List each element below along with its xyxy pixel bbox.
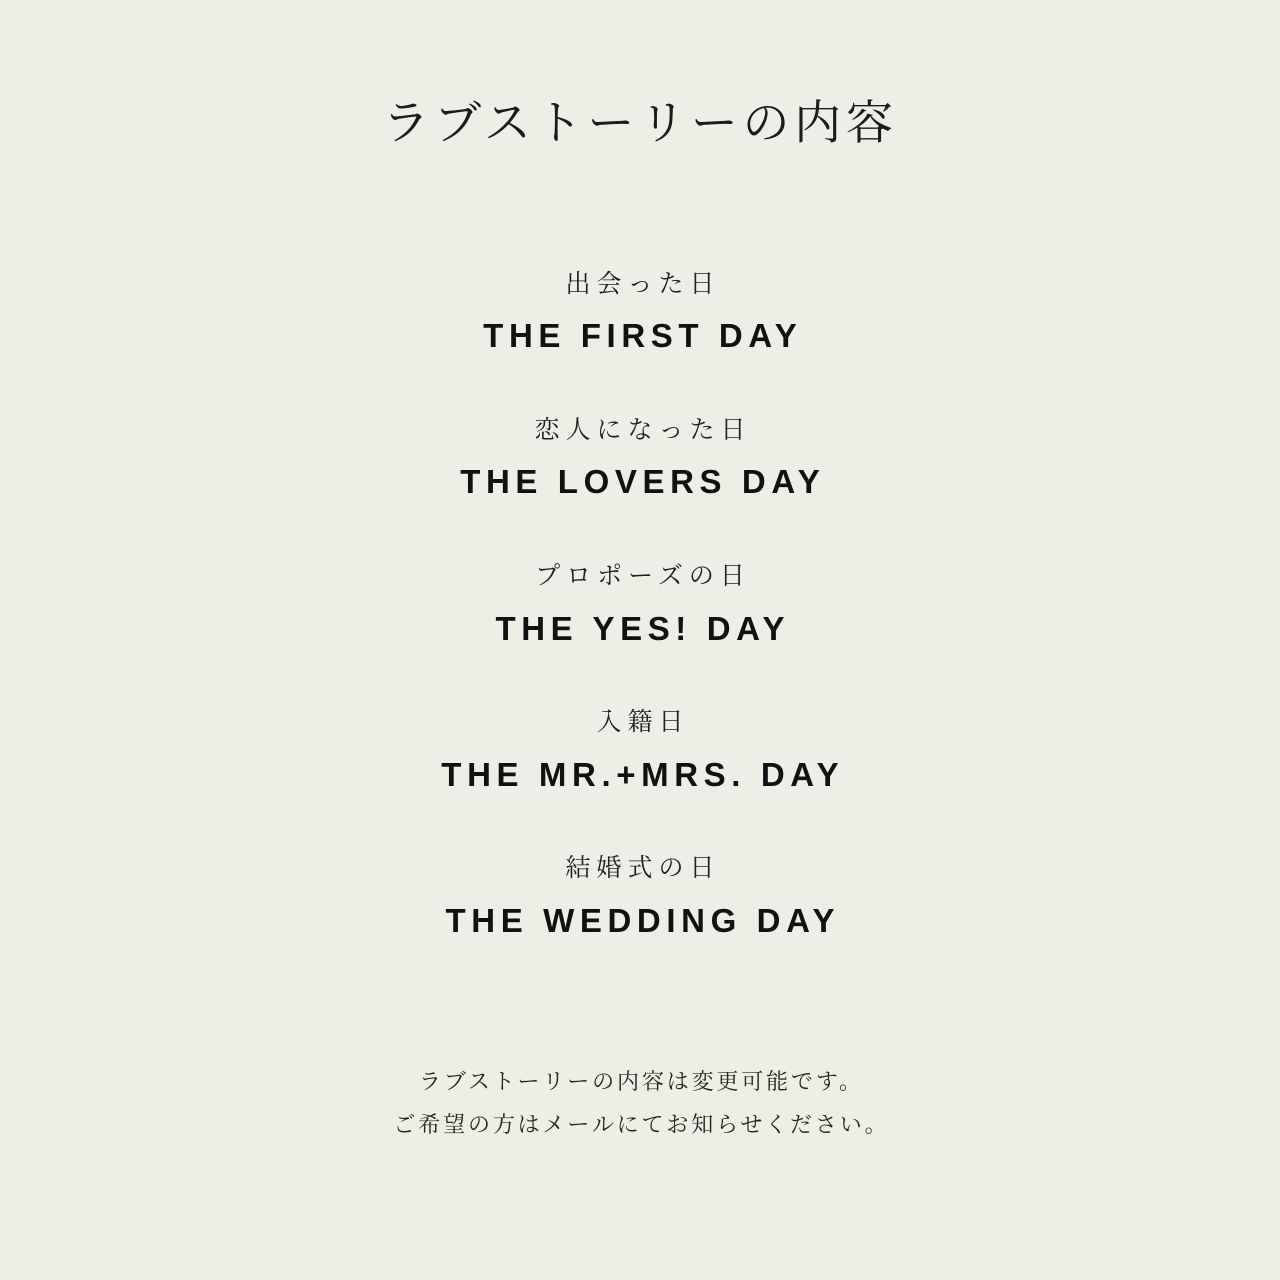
entry-label-en: THE LOVERS DAY — [460, 463, 826, 501]
list-item — [455, 414, 826, 502]
list-item — [478, 268, 803, 356]
list-item — [440, 852, 840, 940]
footer-note-line-2: ご希望の方はメールにてお知らせください。 — [393, 1113, 890, 1139]
entry-label-jp: 入籍日 — [596, 707, 690, 737]
entry-label-en: THE MR.+MRS. DAY — [441, 755, 845, 793]
entry-label-jp: 結婚式の日 — [565, 853, 721, 883]
list-item — [490, 560, 790, 648]
entry-label-jp: 出会った日 — [565, 268, 721, 298]
entry-label-jp: 恋人になった日 — [534, 414, 752, 444]
entry-label-en: THE WEDDING DAY — [445, 901, 841, 939]
list-item — [436, 706, 845, 794]
love-story-list — [0, 268, 1280, 940]
entry-label-en: THE YES! DAY — [495, 609, 791, 647]
entry-label-jp: プロポーズの日 — [535, 561, 751, 591]
page-title: ラブストーリーの内容 — [382, 96, 898, 151]
footer-note — [391, 1062, 890, 1148]
entry-label-en: THE FIRST DAY — [483, 317, 803, 355]
footer-note-line-1: ラブストーリーの内容は変更可能です。 — [419, 1070, 864, 1096]
